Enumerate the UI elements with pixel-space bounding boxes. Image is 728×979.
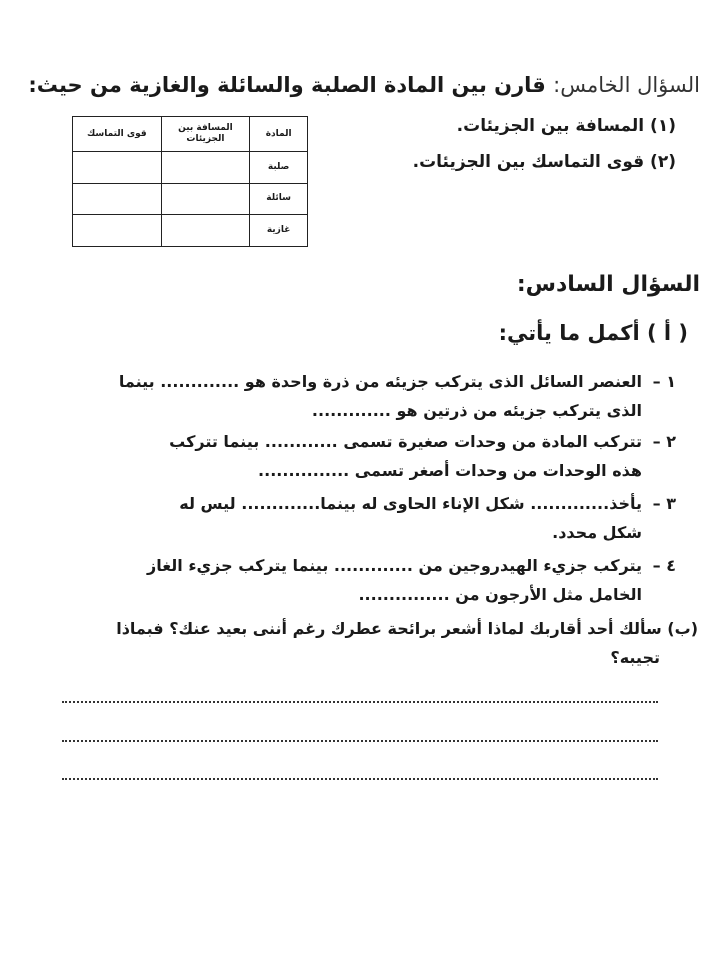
item-number: ٢ – xyxy=(652,432,676,451)
item-text-line-1: يأخذ............. شكل الإناء الحاوى له بينما............. ليس له xyxy=(179,494,642,513)
table-header-cohesion: قوى التماسك xyxy=(73,117,162,152)
item-text-line-1: يتركب جزيء الهيدروجين من ............. بينما يتركب جزيء الغاز xyxy=(147,556,642,575)
list-item xyxy=(76,551,676,609)
list-item xyxy=(76,367,676,425)
answer-line[interactable] xyxy=(62,740,658,742)
comparison-table xyxy=(72,116,308,247)
list-item xyxy=(76,489,676,547)
part-b-question xyxy=(58,614,698,672)
table-cell-answer[interactable] xyxy=(73,183,162,215)
table-header-substance: المادة xyxy=(250,117,308,152)
item-number: ١ – xyxy=(652,372,676,391)
item-text-line-2: الذى يتركب جزيئه من ذرتين هو ............. xyxy=(311,401,642,420)
item-number: ٤ – xyxy=(652,556,676,575)
question-5-heading xyxy=(20,68,700,102)
table-cell-answer[interactable] xyxy=(161,152,250,184)
table-cell-answer[interactable] xyxy=(73,215,162,247)
list-item xyxy=(76,427,676,485)
item-text-line-2: هذه الوحدات من وحدات أصغر تسمى ............... xyxy=(258,461,642,480)
table-row xyxy=(73,152,308,184)
table-cell-answer[interactable] xyxy=(161,183,250,215)
table-row xyxy=(73,215,308,247)
answer-line[interactable] xyxy=(62,701,658,703)
item-text-line-2: الخامل مثل الأرجون من ............... xyxy=(358,585,642,604)
part-b-text-line-2: تجيبه؟ xyxy=(610,648,660,667)
table-header-distance: المسافة بين الجزيئات xyxy=(161,117,250,152)
item-text-line-1: تتركب المادة من وحدات صغيرة تسمى ............ بينما تتركب xyxy=(169,432,642,451)
answer-line[interactable] xyxy=(62,778,658,780)
table-row-label-gas: غازية xyxy=(250,215,308,247)
question-5-point-1: (١) المسافة بين الجزيئات. xyxy=(456,116,676,136)
question-5-text: قارن بين المادة الصلبة والسائلة والغازية من حيث: xyxy=(28,73,546,97)
item-number: ٣ – xyxy=(652,494,676,513)
table-row-label-liquid: سائلة xyxy=(250,183,308,215)
part-b-label: (ب) xyxy=(667,619,698,638)
question-5-label: السؤال الخامس: xyxy=(553,73,700,97)
table-header-row xyxy=(73,117,308,152)
part-a-heading: ( أ ) أكمل ما يأتي: xyxy=(498,321,688,345)
table-row xyxy=(73,183,308,215)
item-text-line-1: العنصر السائل الذى يتركب جزيئه من ذرة واحدة هو ............. بينما xyxy=(118,372,642,391)
table-cell-answer[interactable] xyxy=(161,215,250,247)
part-b-text-line-1: سألك أحد أقاربك لماذا أشعر برائحة عطرك رغم أننى بعيد عنك؟ فبماذا xyxy=(116,619,662,638)
question-5-point-2: (٢) قوى التماسك بين الجزيئات. xyxy=(412,152,676,172)
question-6-heading: السؤال السادس: xyxy=(516,272,700,297)
table-row-label-solid: صلبة xyxy=(250,152,308,184)
item-text-line-2: شكل محدد. xyxy=(552,523,642,542)
table-cell-answer[interactable] xyxy=(73,152,162,184)
